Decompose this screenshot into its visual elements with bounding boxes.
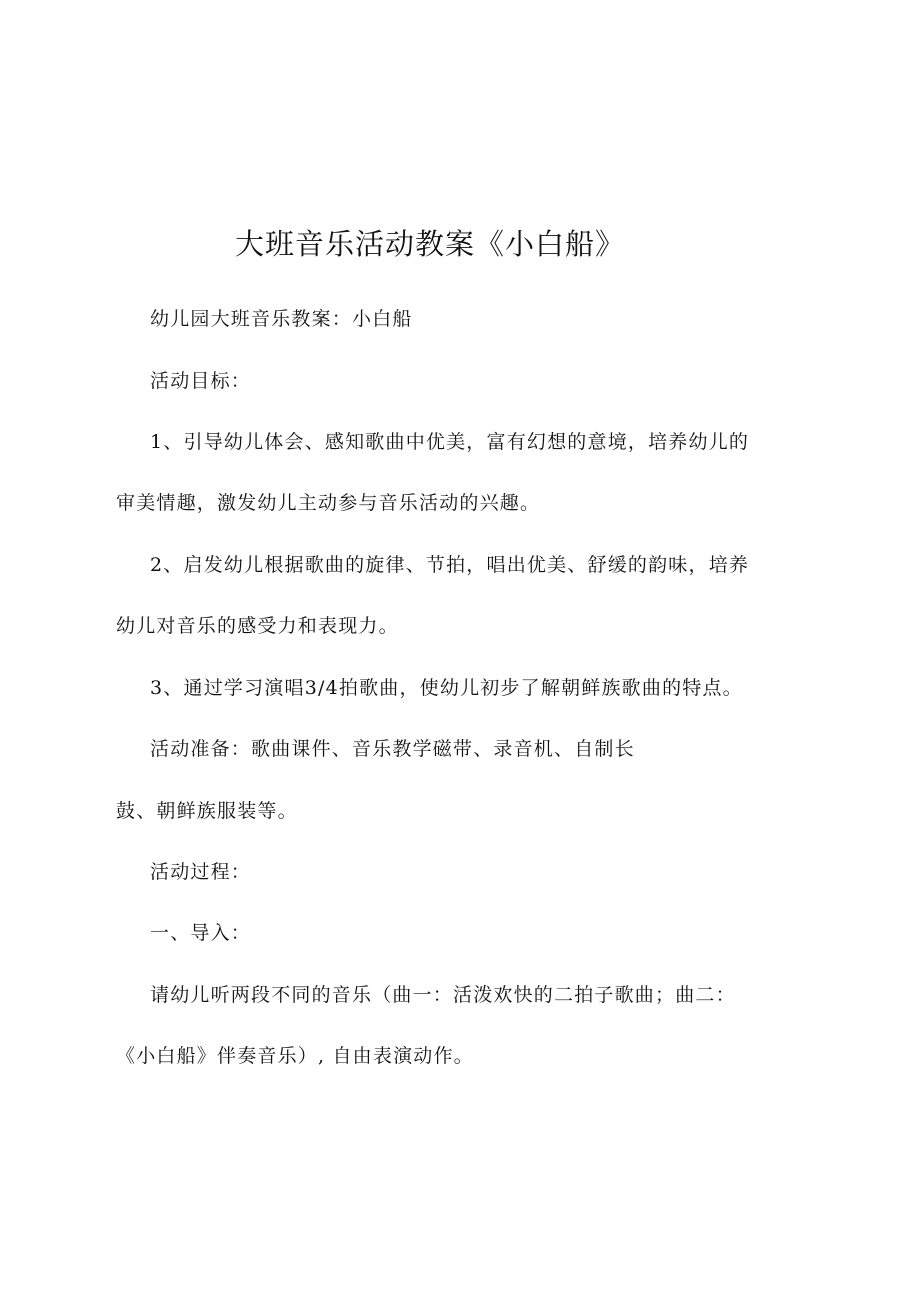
intro-heading: 一、导入：: [150, 922, 252, 944]
goal-1-line-1: 1、引导幼儿体会、感知歌曲中优美，富有幻想的意境，培养幼儿的: [150, 431, 750, 453]
preparation-line-1: 活动准备：歌曲课件、音乐教学磁带、录音机、自制长: [150, 738, 635, 760]
process-heading: 活动过程：: [150, 861, 252, 883]
goal-2-line-2: 幼儿对音乐的感受力和表现力。: [116, 615, 399, 637]
document-title: 大班音乐活动教案《小白船》: [234, 227, 625, 261]
intro-line-1: 请幼儿听两段不同的音乐（曲一：活泼欢快的二拍子歌曲；曲二：: [150, 984, 736, 1006]
goal-2-line-1: 2、启发幼儿根据歌曲的旋律、节拍，唱出优美、舒缓的韵味，培养: [150, 554, 750, 576]
preparation-line-2: 鼓、朝鲜族服装等。: [116, 800, 298, 822]
goal-3-line: 3、通过学习演唱3/4拍歌曲，使幼儿初步了解朝鲜族歌曲的特点。: [150, 677, 743, 699]
intro-line-2: 《小白船》伴奏音乐）, 自由表演动作。: [116, 1045, 474, 1067]
goal-1-line-2: 审美情趣，激发幼儿主动参与音乐活动的兴趣。: [116, 492, 541, 514]
goals-heading: 活动目标：: [150, 370, 252, 392]
subtitle-line: 幼儿园大班音乐教案：小白船: [150, 308, 413, 330]
